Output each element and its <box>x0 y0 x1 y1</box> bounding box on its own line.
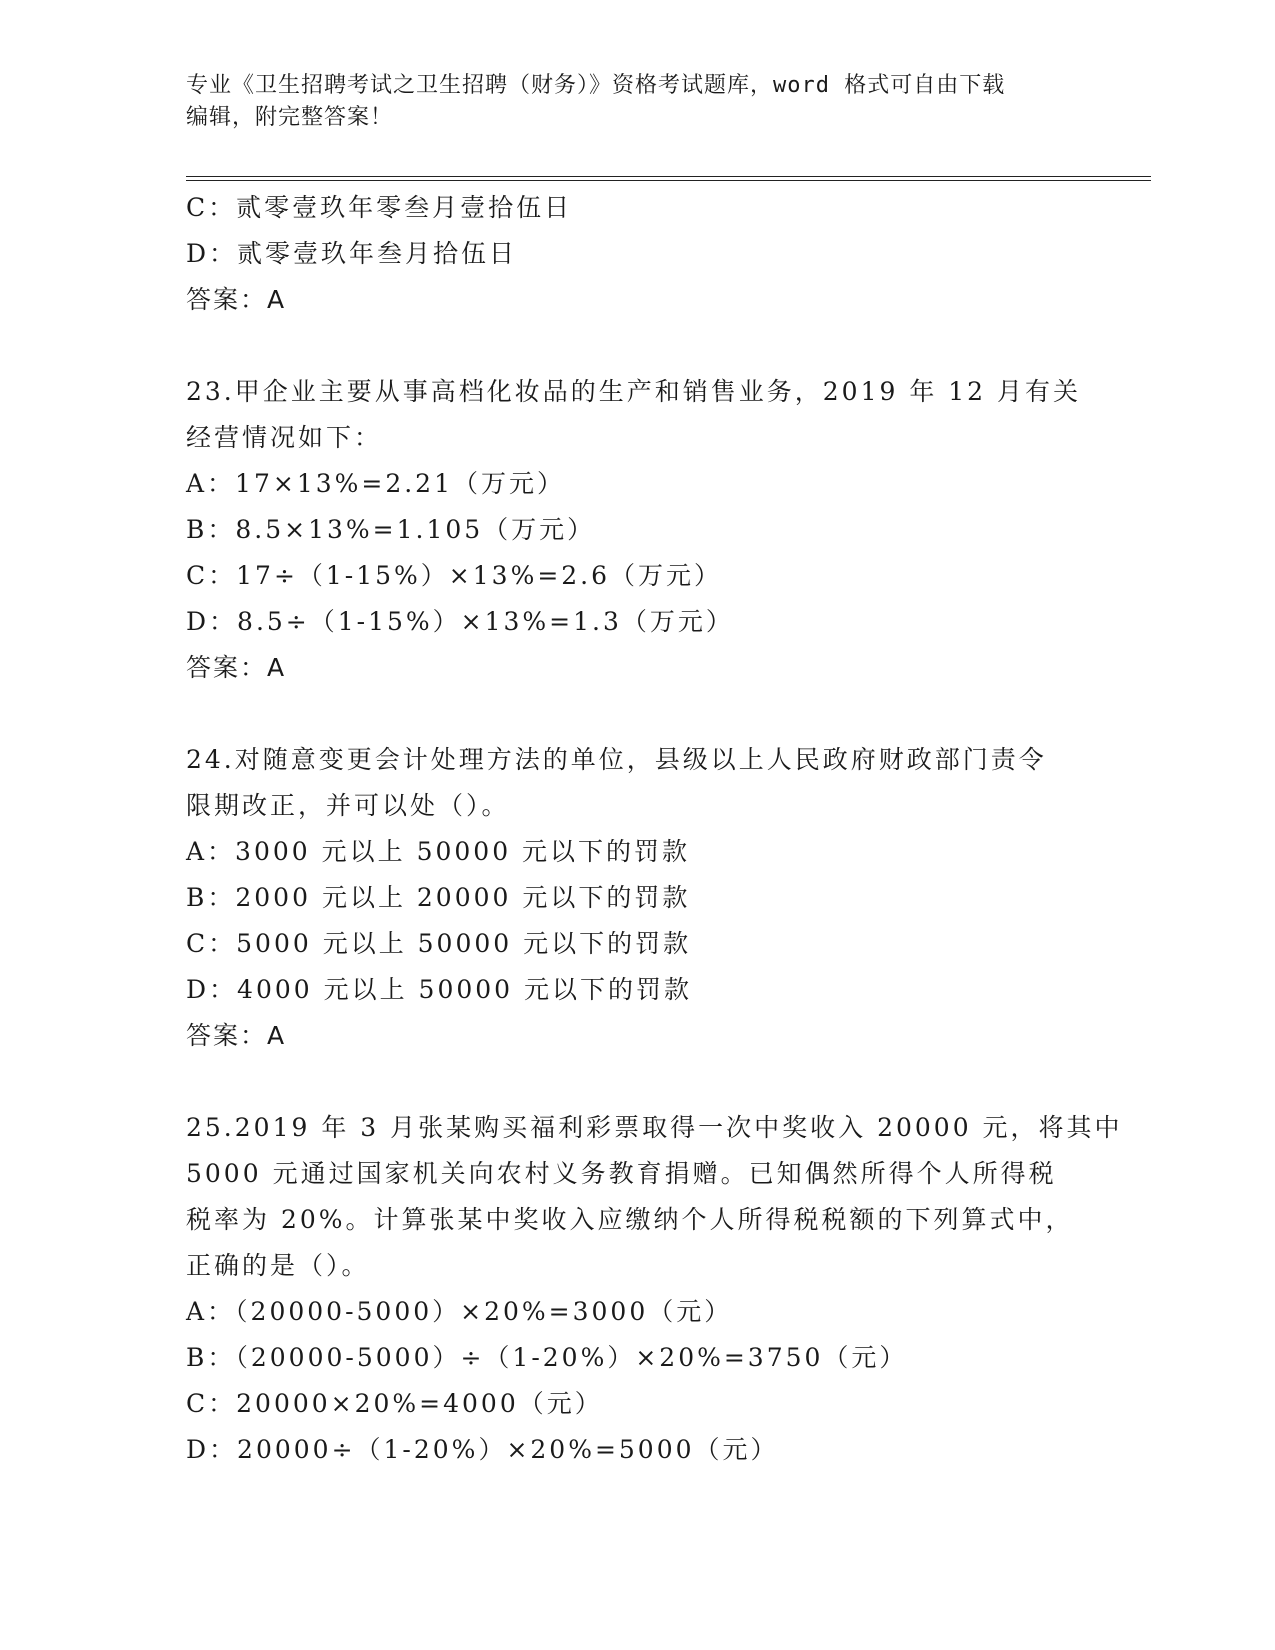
header-line-1: 专业《卫生招聘考试之卫生招聘（财务）》资格考试题库，word 格式可自由下载 <box>186 73 1006 98</box>
question-25 <box>186 1105 1156 1473</box>
q24-option-c: C：5000 元以上 50000 元以下的罚款 <box>186 929 692 958</box>
q25-option-c: C：20000×20%=4000（元） <box>186 1389 603 1418</box>
q25-stem-line-4: 正确的是（）。 <box>186 1251 370 1280</box>
q24-option-d: D：4000 元以上 50000 元以下的罚款 <box>186 975 693 1004</box>
document-page <box>186 70 1156 1473</box>
q24-answer: 答案：A <box>186 1021 287 1050</box>
question-23 <box>186 369 1156 691</box>
q24-stem-line-1: 24.对随意变更会计处理方法的单位，县级以上人民政府财政部门责令 <box>186 745 1047 774</box>
q23-option-a: A：17×13%=2.21（万元） <box>186 469 565 498</box>
q25-stem-line-3: 税率为 20%。计算张某中奖收入应缴纳个人所得税税额的下列算式中， <box>186 1205 1074 1234</box>
q25-option-d: D：20000÷（1-20%）×20%=5000（元） <box>186 1435 779 1464</box>
q23-answer: 答案：A <box>186 653 287 682</box>
q25-option-b: B：（20000-5000）÷（1-20%）×20%=3750（元） <box>186 1343 908 1372</box>
q22-option-c: C：贰零壹玖年零叁月壹拾伍日 <box>186 193 573 222</box>
header-divider <box>186 176 1151 181</box>
q22-answer: 答案：A <box>186 285 287 314</box>
question-22-tail <box>186 185 1156 323</box>
q23-option-b: B：8.5×13%=1.105（万元） <box>186 515 596 544</box>
q23-option-c: C：17÷（1-15%）×13%=2.6（万元） <box>186 561 723 590</box>
q25-stem-line-2: 5000 元通过国家机关向农村义务教育捐赠。已知偶然所得个人所得税 <box>186 1159 1057 1188</box>
question-24 <box>186 737 1156 1059</box>
q25-option-a: A：（20000-5000）×20%=3000（元） <box>186 1297 733 1326</box>
header-line-2: 编辑，附完整答案！ <box>186 105 394 130</box>
q25-stem-line-1: 25.2019 年 3 月张某购买福利彩票取得一次中奖收入 20000 元，将其中 <box>186 1113 1123 1142</box>
q24-stem-line-2: 限期改正，并可以处（）。 <box>186 791 510 820</box>
q23-option-d: D：8.5÷（1-15%）×13%=1.3（万元） <box>186 607 734 636</box>
document-header <box>186 70 1066 134</box>
q24-option-a: A：3000 元以上 50000 元以下的罚款 <box>186 837 691 866</box>
q23-stem-line-1: 23.甲企业主要从事高档化妆品的生产和销售业务，2019 年 12 月有关 <box>186 377 1082 406</box>
q22-option-d: D：贰零壹玖年叁月拾伍日 <box>186 239 518 268</box>
q24-option-b: B：2000 元以上 20000 元以下的罚款 <box>186 883 691 912</box>
q23-stem-line-2: 经营情况如下： <box>186 423 383 452</box>
